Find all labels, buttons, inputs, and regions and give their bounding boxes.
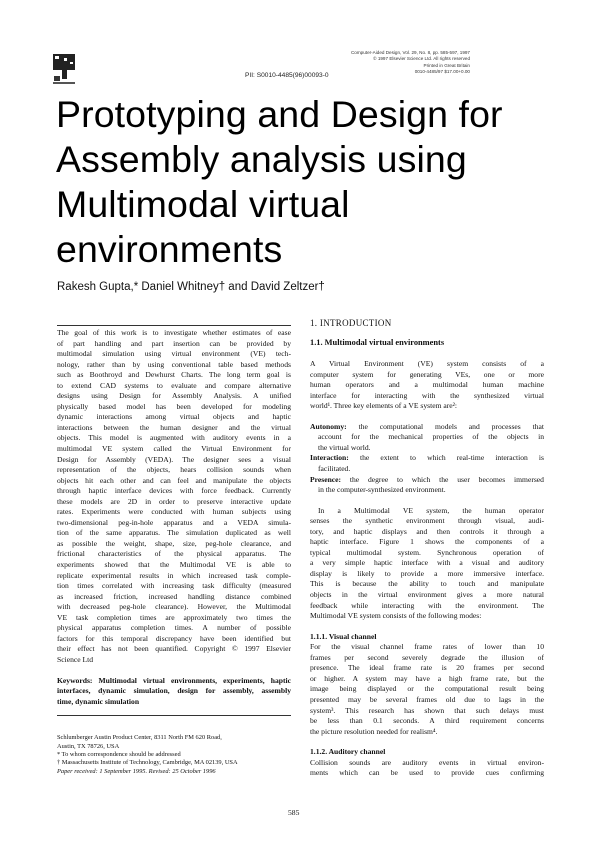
text-line: physical apparatus completion times. A number of possible — [57, 623, 291, 633]
abstract-column — [57, 325, 291, 776]
definition-line: the virtual world. — [318, 442, 371, 452]
text-line: presence. The ideal frame rate is 20 frames per second — [310, 663, 544, 673]
title-line: Prototyping and Design for — [56, 93, 503, 135]
text-line: physically based model has been developed for modeling — [57, 401, 291, 411]
text-line: these models are 2D in order to preserve interactive update — [57, 496, 291, 506]
footnote: Austin, TX 78726, USA — [57, 742, 120, 750]
page-number: 585 — [288, 808, 300, 817]
journal-line: Computer-Aided Design, Vol. 29, No. 8, pp. 585-597, 1997 — [350, 50, 470, 55]
text-line: representation of the objects, hears collision sounds when — [57, 465, 291, 475]
footnotes — [57, 734, 291, 776]
definition-line: account for the mechanical properties of the objects in — [318, 432, 544, 442]
text-line: interactions between the human designer and the virtual — [57, 422, 291, 432]
text-line: multimodal simulation using virtual environment (VE) tech- — [57, 349, 291, 359]
introduction-column — [310, 318, 544, 779]
text-line: factors for this temporal discrepancy have been identified but — [57, 633, 291, 643]
text-line: display is likely to provide a more immersive interface. — [310, 568, 544, 578]
paragraph — [310, 359, 544, 412]
definition-text: the degree to which the user becomes immersed — [349, 474, 544, 484]
keywords-line: interfaces, dynamic simulation, design for assembly, assembly — [57, 686, 291, 696]
text-line: tory, and haptic displays and then controls it through a — [310, 526, 544, 536]
text-line: experiments showed that the Multimodal VE is able to — [57, 560, 291, 570]
keywords-line: time, dynamic simulation — [57, 696, 140, 706]
text-line: typical multimodal system. Synchronous operation of — [310, 547, 544, 557]
text-line: as possible the weight, shape, size, peg-hole clearance, and — [57, 538, 291, 548]
definition-term: Autonomy: — [310, 421, 347, 431]
text-line: Design for Assembly (VEDA). The designer sees a visual — [57, 454, 291, 464]
section-heading: 1. INTRODUCTION — [310, 318, 392, 328]
definition-line: in the computer-synthesized environment. — [318, 485, 446, 495]
title-line: environments — [56, 228, 283, 270]
text-line: In a Multimodal VE system, the human operator — [318, 505, 544, 515]
footnote: Paper received: 1 September 1995. Revised: 25 October 1996 — [57, 767, 216, 775]
text-line: tion of the same apparatus. The simulation duplicated as well — [57, 528, 291, 538]
text-line: rates. Experiments were conducted with human subjects using — [57, 507, 291, 517]
title-line: Multimodal virtual — [56, 183, 350, 225]
authors: Rakesh Gupta,* Daniel Whitney† and David Zeltzer† — [57, 281, 325, 293]
definition-term: Interaction: — [310, 453, 349, 463]
text-line: Multimodal VE system consists of the following modes: — [310, 611, 482, 621]
journal-line: Printed in Great Britain — [423, 62, 470, 68]
text-line: through haptic interface devices with force feedback. Currently — [57, 486, 291, 496]
paper-title — [56, 92, 503, 272]
text-line: For the visual channel frame rates of lower than 10 — [310, 642, 544, 652]
text-line: VE task completion times are approximately two times the — [57, 612, 291, 622]
title-line: Assembly analysis using — [56, 138, 467, 180]
text-line: frictional characteristics of the physical apparatus. The — [57, 549, 291, 559]
text-line: to extend CAD systems to evaluate and compare alternative — [57, 380, 291, 390]
definition-text: the computational models and processes that — [358, 421, 544, 431]
text-line: feedback while interacting with the environment. The — [310, 600, 544, 610]
definition-text: the extent to which real-time interaction is — [359, 453, 544, 463]
divider — [57, 325, 291, 326]
text-line: as increased friction, increased handling distance combined — [57, 591, 291, 601]
definition-list — [310, 422, 544, 496]
text-line: with decreased peg-hole clearance). However, the Multimodal — [57, 602, 291, 612]
text-line: haptic interface. Figure 1 shows the components of a — [310, 537, 544, 547]
text-line: This is because the ability to touch and manipulate — [310, 579, 544, 589]
paragraph — [310, 642, 544, 737]
text-line: A Virtual Environment (VE) system consists of a — [310, 359, 544, 369]
definition-line — [310, 422, 544, 433]
text-line: such as Boothroyd and Dewhurst Charts. The long term goal is — [57, 370, 291, 380]
divider — [57, 715, 291, 716]
text-line: be less than 0.1 seconds. A third requirement concerns — [310, 716, 544, 726]
text-line: objects in the virtual environment gives a more natural — [310, 590, 544, 600]
definition-line — [310, 475, 544, 486]
journal-line: © 1997 Elsevier Science Ltd. All rights reserved — [373, 56, 470, 62]
elsevier-tree-icon — [50, 52, 80, 86]
subsection-heading: 1.1. Multimodal virtual environments — [310, 337, 445, 347]
journal-line: 0010-4485/97 $17.00+0.00 — [414, 68, 470, 74]
keywords-text: Multimodal virtual environments, experiments, haptic — [98, 675, 291, 685]
text-line: senses the synthetic environment through visual, audi- — [310, 516, 544, 526]
text-line: their effect has not been quantified. Copyright © 1997 Elsevier — [57, 644, 291, 654]
text-line: The goal of this work is to investigate whether estimates of ease — [57, 328, 291, 337]
keywords-label: Keywords: — [57, 675, 93, 685]
text-line: or higher. A system may have a high frame rate, but the — [310, 673, 544, 683]
text-line: dynamic interactions among virtual objects and haptic — [57, 412, 291, 422]
text-line: a very simple haptic interface with a visual and auditory — [310, 558, 544, 568]
subsubsection-heading: 1.1.2. Auditory channel — [310, 747, 386, 757]
text-line: Science Ltd — [57, 654, 94, 664]
text-line: designs using Design for Assembly Analysis. A unified — [57, 391, 291, 401]
text-line: nology, rather than by using conventional table based methods — [57, 359, 291, 369]
definition-line — [310, 453, 544, 464]
text-line: objects hit each other and can feel and manipulate the objects — [57, 475, 291, 485]
text-line: replicate experimental results in which increased task comple- — [57, 570, 291, 580]
text-line: Collision sounds are auditory events in virtual environ- — [310, 757, 544, 767]
text-line: objects. This model is augmented with auditory events in a — [57, 433, 291, 443]
publisher-logo — [50, 52, 80, 86]
definition-line: facilitated. — [318, 464, 351, 474]
text-line: computer system for generating VEs, one or more — [310, 369, 544, 379]
text-line: frames per second severely degrade the illusion of — [310, 652, 544, 662]
text-line: world¹. Three key elements of a VE system are²: — [310, 401, 458, 411]
text-line: presented may be several frames old due to lags in the — [310, 694, 544, 704]
footnote: Schlumberger Austin Product Center, 8311 North FM 620 Road, — [57, 734, 222, 742]
text-line: two-dimensional peg-in-hole apparatus and a VEDA simula- — [57, 517, 291, 527]
text-line: system³. This research has shown that such delays must — [310, 705, 544, 715]
footnote: † Massachusetts Institute of Technology, Cambridge, MA 02139, USA — [57, 759, 238, 767]
paragraph — [310, 758, 544, 779]
text-line: tion times correlated with increasing task difficulty (measured — [57, 581, 291, 591]
pii: PII: S0010-4485(96)00093-0 — [245, 72, 329, 79]
subsubsection-heading: 1.1.1. Visual channel — [310, 631, 377, 641]
abstract — [57, 328, 291, 666]
text-line: multimodal VE system called the Virtual Environment for — [57, 444, 291, 454]
journal-info — [340, 50, 470, 75]
paragraph — [310, 506, 544, 622]
text-line: interface for interacting with the synthesized virtual — [310, 390, 544, 400]
footnote: * To whom correspondence should be addressed — [57, 750, 181, 758]
text-line: human operators and a multimodal human machine — [310, 380, 544, 390]
text-line: the picture resolution needed for realism⁴. — [310, 726, 438, 736]
text-line: of part handling and part insertion can be provided by — [57, 338, 291, 348]
keywords-line — [57, 676, 291, 687]
definition-term: Presence: — [310, 474, 342, 484]
text-line: image being displayed or the computational result being — [310, 684, 544, 694]
text-line: ments which can be used to provide cues confirming — [310, 768, 544, 778]
